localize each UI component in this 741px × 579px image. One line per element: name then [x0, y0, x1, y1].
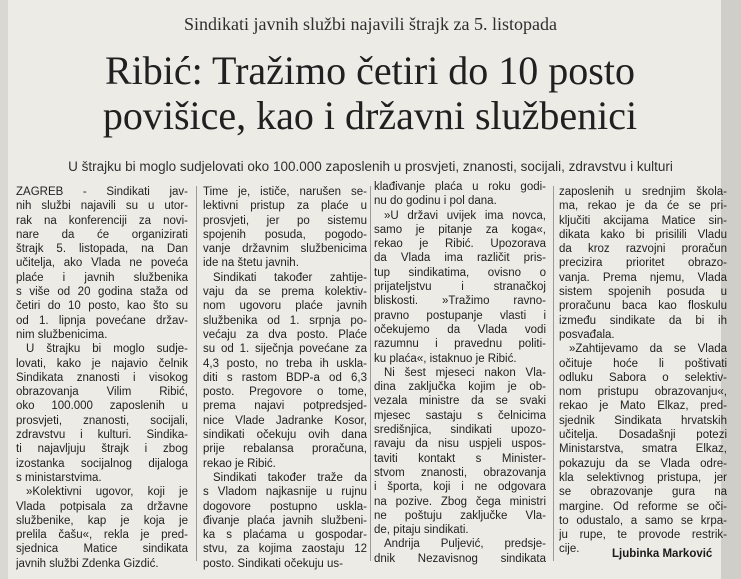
text-line: tup sindikatima, ovisno o [374, 266, 546, 279]
text-line: nom ugovoru plaće javnih [203, 300, 367, 313]
text-line: odluku Sabora o selektiv- [559, 371, 727, 384]
text-line: prije rebalansa proračuna, [203, 443, 367, 456]
text-line: sjednica Matice sindikata [16, 543, 188, 556]
text-line: sindikati očekuju ovih dana [203, 429, 367, 442]
text-line: očituje hoće li poštivati [559, 357, 727, 370]
article-column-1 [16, 185, 188, 571]
text-line: prijateljstvu i stranačkoj [374, 281, 546, 294]
text-line: de, pitaju sindikati. [374, 524, 469, 537]
text-line: bliskosti. »Tražimo ravno- [374, 295, 546, 308]
text-line: očekujemo da Vlada vodi [374, 323, 546, 336]
text-line: nu do godinu i pol dana. [374, 195, 497, 208]
text-line: diti s rastom BDP-a od 6,3 [203, 371, 367, 384]
text-line: prosvjeti, jer po sistemu [203, 214, 367, 227]
text-line: oko 100.000 zaposlenih u [16, 400, 188, 413]
column-rule [370, 186, 371, 561]
headline-line-2: povišice, kao i državni službenici [102, 93, 638, 138]
article-column-3 [374, 180, 546, 566]
text-line: obrazovanja Vilim Ribić, [16, 386, 188, 399]
text-line: cije. [559, 543, 580, 556]
text-line: posto. Sindikati očekuju us- [203, 557, 343, 570]
text-line: prelila čašu«, rekla je pred- [16, 529, 188, 542]
headline [20, 48, 720, 138]
text-line: ka s plaćama u gospodar- [203, 529, 367, 542]
text-line: dnik Nezavisnog sindikata [374, 552, 546, 565]
text-line: Andrija Puljević, predsje- [384, 538, 546, 551]
text-line: pokazuju da se Vlada odre- [559, 457, 727, 470]
text-line: ključiti akcijama Matice sin- [559, 214, 727, 227]
text-line: izostanka socijalnog dijaloga [16, 457, 188, 470]
text-line: kla selektivnog pristupa, jer [559, 471, 727, 484]
text-line: učitelja. Dosadašnji potezi [559, 429, 727, 442]
text-line: nom pristupu obrazovanju«, [559, 386, 727, 399]
text-line: Sindikata znanosti i visokog [16, 371, 188, 384]
text-line: plaće i javnih službenika [16, 271, 188, 284]
text-line: dogovore postupno uskla- [203, 500, 367, 513]
text-line: proračunu baca kao floskulu [559, 300, 727, 313]
text-line: dikata kako bi prisilili Vladu [559, 228, 727, 241]
text-line: U štrajku bi moglo sudje- [26, 343, 188, 356]
text-line: se obrazovanje gura na [559, 486, 727, 499]
text-line: posto. Pregovore o tome, [203, 386, 367, 399]
text-line: rekao je Ribić. [203, 457, 276, 470]
headline-line-1: Ribić: Tražimo četiri do 10 posto [105, 48, 635, 93]
text-line: posvađala. [559, 328, 615, 341]
text-line: ku plaća«, istaknuo je Ribić. [374, 352, 517, 365]
text-line: s Vladom najkasnije u rujnu [203, 486, 367, 499]
text-line: ne poštuju zaključke Vla- [374, 509, 546, 522]
text-line: »U državi uvijek ima novca, [384, 209, 546, 222]
text-line: učitelja, ako Vlada ne poveća [16, 257, 188, 270]
text-line: i športa, koji i ne odgovara [374, 481, 546, 494]
text-line: prosvjeti, znanosti, socijali, [16, 414, 188, 427]
text-line: stvom znanosti, obrazovanja [374, 466, 546, 479]
text-line: nare da će organizirati [16, 228, 188, 241]
text-line: ju rupe, te provode restrik- [559, 529, 727, 542]
text-line: rak na konferenciji za novi- [16, 214, 188, 227]
text-line: lovati, kako je najavio čelnik [16, 357, 188, 370]
text-line: između sindikate da bi ih [559, 314, 727, 327]
text-line: rekao je Ribić. Upozorava [374, 238, 546, 251]
text-line: službenike, kap je koja je [16, 514, 188, 527]
column-rule [196, 186, 197, 561]
text-line: središnjica, sindikati upozo- [374, 424, 546, 437]
text-line: Sindikati također zahtije- [213, 271, 367, 284]
text-line: taviti kontakt s Minister- [374, 452, 546, 465]
text-line: ZAGREB - Sindikati jav- [16, 186, 188, 198]
text-line: ravaju da nisu uspjeli uspos- [374, 438, 546, 451]
text-line: sjednik Sindikata hrvatskih [559, 414, 727, 427]
text-line: ti najavljuju štrajk i zbog [16, 443, 188, 456]
text-line: 4,3 posto, no treba ih uskla- [203, 357, 367, 370]
text-line: ma, rekao je da će se pri- [559, 200, 727, 213]
text-line: da Vlada ima različit pris- [374, 252, 546, 265]
text-line: ide na štetu javnih. [203, 257, 299, 270]
text-line: većaju za dva posto. Plaće [203, 328, 367, 341]
article-column-4 [559, 185, 727, 557]
text-line: Vlada potpisala za državne [16, 500, 188, 513]
text-line: »Kolektivni ugovor, koji je [26, 486, 188, 499]
text-line: javnih službi Zdenka Gizdić. [16, 557, 159, 570]
deck: U štrajku bi moglo sudjelovati oko 100.000 zaposlenih u prosvjeti, znanosti, socijali, zdravstvu i kulturi [68, 159, 673, 174]
text-line: rekao je Mato Elkaz, pred- [559, 400, 727, 413]
text-line: lektivni pristup za plaće u [203, 200, 367, 213]
text-line: dina zaključka kojim je ob- [374, 381, 546, 394]
text-line: s više od 20 godina staža od [16, 286, 188, 299]
text-line: nice Vlade Jadranke Kosor, [203, 414, 367, 427]
text-line: Sindikati također traže da [213, 471, 367, 484]
text-line: samo je pitanje za koga«, [374, 223, 546, 236]
text-line: Time je, ističe, narušen se- [203, 186, 367, 198]
text-line: Ministarstva, smatra Elkaz, [559, 443, 727, 456]
column-rule [553, 186, 554, 561]
text-line: vezala ministre da se svaki [374, 395, 546, 408]
text-line: pravno postupanje vlasti i [374, 309, 546, 322]
text-line: sistem spojenih posuda u [559, 286, 727, 299]
text-line: nih službi najavili su u utor- [16, 200, 188, 213]
byline: Ljubinka Marković [612, 548, 713, 560]
text-line: vanje državnim službenicima [203, 243, 367, 256]
text-line: od 1. lipnja povećane držav- [16, 314, 188, 327]
text-line: prema najavi potpredsjed- [203, 400, 367, 413]
kicker: Sindikati javnih službi najavili štrajk za 5. listopada [184, 14, 557, 34]
text-line: na pozive. Zbog čega ministri [374, 495, 546, 508]
text-line: to odustalo, a samo se krpa- [559, 514, 727, 527]
text-line: su od 1. siječnja povećane za [203, 343, 367, 356]
text-line: spojenih posuda, pogodo- [203, 228, 367, 241]
text-line: nim službenicima. [16, 328, 108, 341]
text-line: klađivanje plaća u roku godi- [374, 181, 546, 193]
text-line: đivanje plaća javnih službeni- [203, 514, 367, 527]
text-line: vanja. Prema njemu, Vlada [559, 271, 727, 284]
text-line: štrajk 5. listopada, na Dan [16, 243, 188, 256]
text-line: mjesec sastaju s čelnicima [374, 409, 546, 422]
page-edge-left [0, 0, 8, 579]
text-line: razumnu i pravednu politi- [374, 338, 546, 351]
text-line: Ni šest mjeseci nakon Vla- [384, 366, 546, 379]
text-line: s ministarstvima. [16, 471, 102, 484]
text-line: vaju da se prema kolektiv- [203, 286, 367, 299]
article-column-2 [203, 185, 367, 571]
text-line: precizira prioritet obrazo- [559, 257, 727, 270]
text-line: četiri do 10 posto, kao što su [16, 300, 188, 313]
text-line: zaposlenih u srednjim škola- [559, 186, 727, 198]
text-line: zdravstvu i kulturi. Sindika- [16, 429, 188, 442]
text-line: službenika od 1. srpnja po- [203, 314, 367, 327]
text-line: stvu, za kojima zaostaju 12 [203, 543, 367, 556]
text-line: »Zahtijevamo da se Vlada [569, 343, 727, 356]
text-line: da kroz razvojni proračun [559, 243, 727, 256]
text-line: margine. Od reforme se oči- [559, 500, 727, 513]
